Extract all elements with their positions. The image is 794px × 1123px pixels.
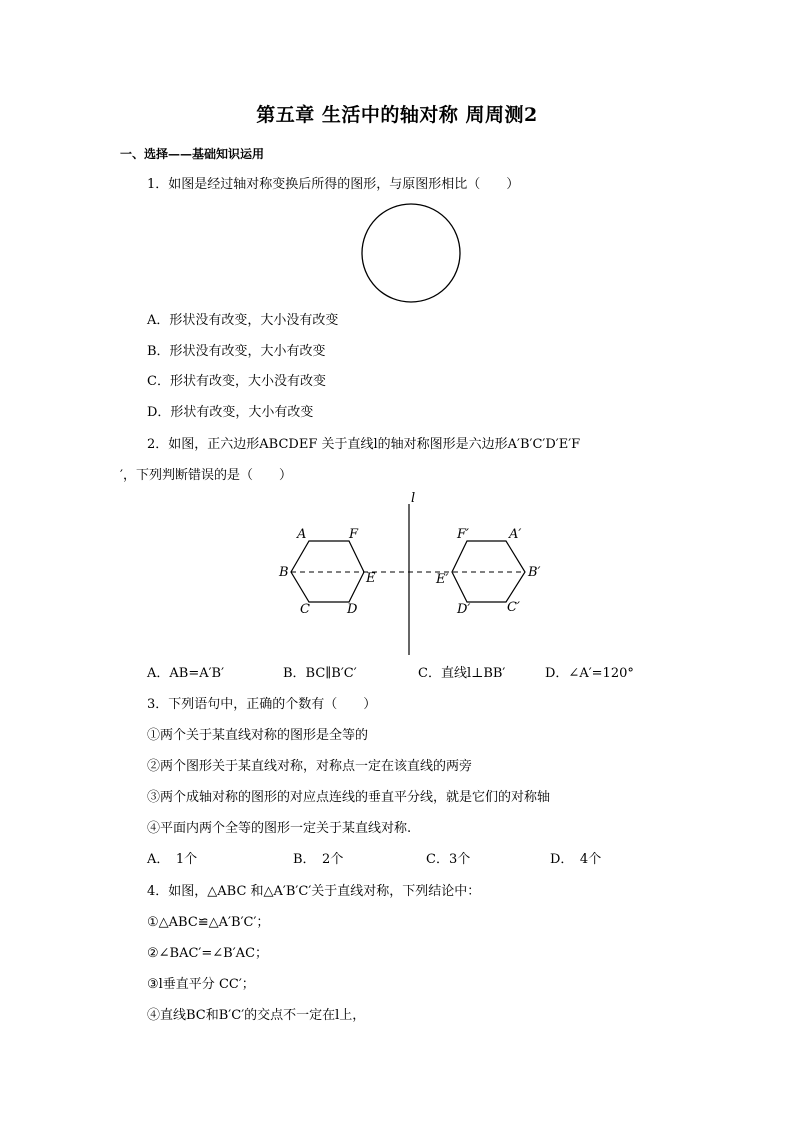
q3-stem: 3．下列语句中，正确的个数有（ ）	[147, 697, 377, 712]
q4-statement-1: ①△ABC≌△A′B′C′；	[147, 915, 270, 930]
q2-stem-line1: 2．如图，正六边形ABCDEF 关于直线l的轴对称图形是六边形A′B′C′D′E′F	[147, 437, 581, 452]
label-e-prime: E′	[436, 572, 449, 587]
q1-option-b: B．形状没有改变，大小有改变	[147, 344, 326, 359]
q3-option-a: A． 1个	[147, 852, 198, 867]
q3-option-b: B． 2个	[293, 852, 344, 867]
q3-option-d: D． 4个	[550, 852, 602, 867]
q4-statement-3: ③l垂直平分 CC′；	[147, 977, 255, 992]
q1-option-a: A．形状没有改变，大小没有改变	[147, 313, 339, 328]
label-f-prime: F′	[457, 527, 469, 542]
label-d-prime: D′	[457, 602, 471, 617]
label-e: E	[366, 571, 376, 586]
q2-option-c: C．直线l⊥BB′	[418, 666, 506, 681]
q1-stem: 1．如图是经过轴对称变换后所得的图形，与原图形相比（ ）	[147, 177, 520, 192]
label-b-prime: B′	[528, 565, 541, 580]
q3-statement-2: ②两个图形关于某直线对称，对称点一定在该直线的两旁	[147, 759, 473, 774]
label-c-prime: C′	[507, 600, 520, 615]
label-d: D	[347, 602, 358, 617]
q2-option-a: A．AB=A′B′	[147, 666, 225, 681]
q3-statement-1: ①两个关于某直线对称的图形是全等的	[147, 728, 369, 743]
q4-stem: 4．如图，△ABC 和△A′B′C′关于直线对称，下列结论中：	[147, 884, 481, 899]
axis-label: l	[411, 491, 416, 506]
label-a-prime: A′	[509, 527, 522, 542]
q2-stem-line2: ′，下列判断错误的是（ ）	[120, 468, 292, 483]
page-title: 第五章 生活中的轴对称 周周测2	[256, 104, 538, 126]
label-a: A	[297, 527, 307, 542]
q2-option-b: B．BC∥B′C′	[283, 666, 357, 681]
q3-statement-4: ④平面内两个全等的图形一定关于某直线对称.	[147, 821, 412, 836]
label-c: C	[300, 602, 310, 617]
q3-statement-3: ③两个成轴对称的图形的对应点连线的垂直平分线，就是它们的对称轴	[147, 790, 551, 805]
q1-option-c: C．形状有改变，大小没有改变	[147, 374, 326, 389]
section-heading: 一、选择——基础知识运用	[120, 147, 265, 161]
label-b: B	[279, 565, 289, 580]
label-f: F	[349, 527, 359, 542]
q3-option-c: C．3个	[426, 852, 471, 867]
q2-option-d: D．∠A′=120°	[545, 666, 634, 681]
q1-option-d: D．形状有改变，大小有改变	[147, 405, 314, 420]
q4-statement-4: ④直线BC和B′C′的交点不一定在l上，	[147, 1008, 366, 1023]
q4-statement-2: ②∠BAC′=∠B′AC；	[147, 946, 269, 961]
